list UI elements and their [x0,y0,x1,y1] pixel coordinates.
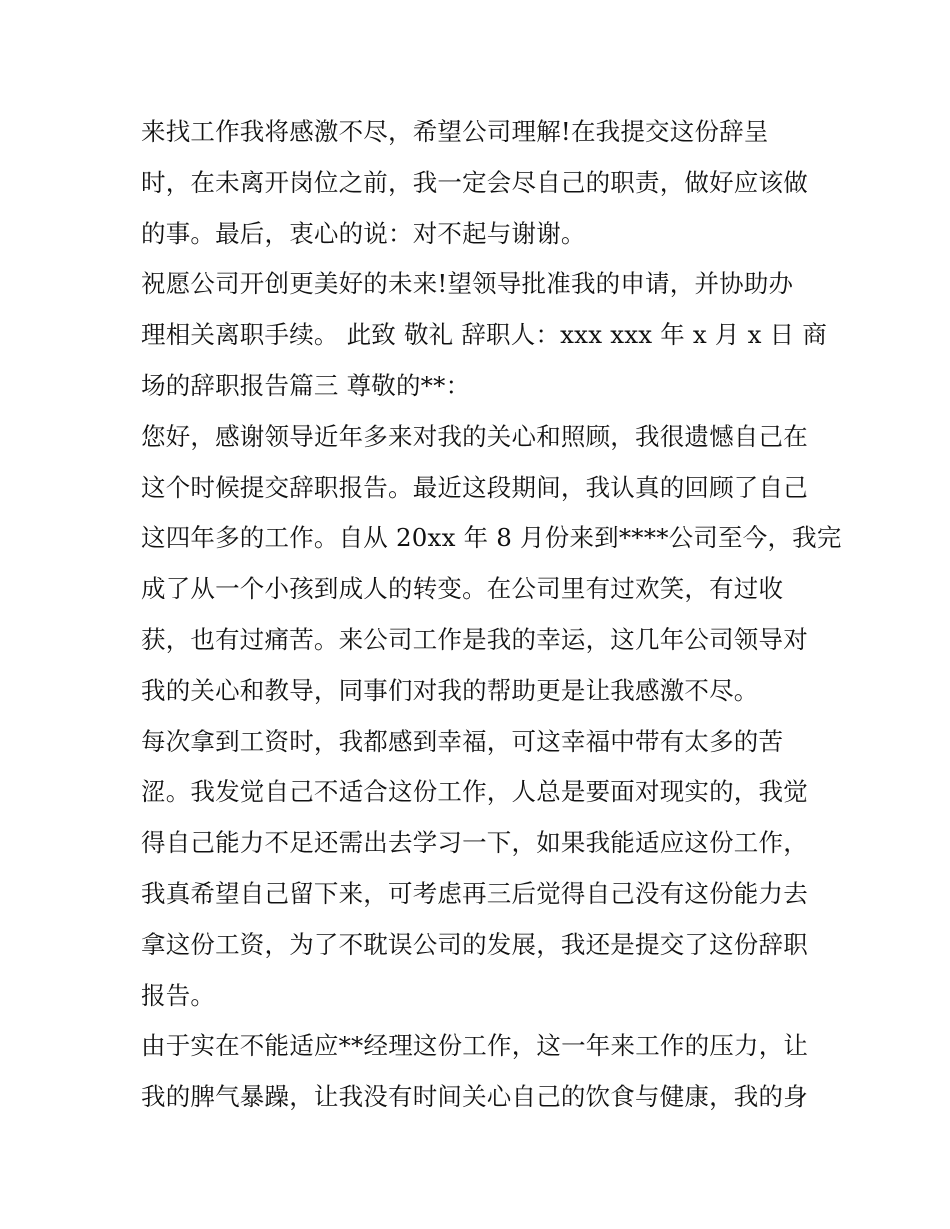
body-text [141,107,842,1123]
text-line: 祝愿公司开创更美好的未来!望领导批准我的申请，并协助办 [141,269,794,299]
text-line: 的事。最后，衷心的说：对不起与谢谢。 [141,218,586,248]
text-line: 成了从一个小孩到成人的转变。在公司里有过欢笑，有过收 [141,574,784,604]
text-line: 场的辞职报告篇三 尊敬的**： [141,370,471,400]
text-line: 获，也有过痛苦。来公司工作是我的幸运，这几年公司领导对 [141,624,808,654]
text-line: 来找工作我将感激不尽，希望公司理解!在我提交这份辞呈 [141,117,769,146]
text-line: 得自己能力不足还需出去学习一下，如果我能适应这份工作， [141,828,808,858]
text-line: 时，在未离开岗位之前，我一定会尽自己的职责，做好应该做 [141,167,808,197]
text-line: 您好，感谢领导近年多来对我的关心和照顾，我很遗憾自己在 [141,421,808,451]
text-line: 这个时候提交辞职报告。最近这段期间，我认真的回顾了自己 [141,472,808,502]
text-line: 我的关心和教导，同事们对我的帮助更是让我感激不尽。 [141,675,759,705]
text-line: 报告。 [141,980,216,1010]
text-line: 我的脾气暴躁，让我没有时间关心自己的饮食与健康，我的身 [141,1082,808,1112]
text-line: 理相关离职手续。 此致 敬礼 辞职人：xxx xxx 年 x 月 x 日 商 [141,320,828,350]
text-line: 由于实在不能适应**经理这份工作，这一年来工作的压力，让 [141,1031,809,1061]
text-line: 这四年多的工作。自从 20xx 年 8 月份来到****公司至今，我完 [141,523,842,553]
text-line: 我真希望自己留下来，可考虑再三后觉得自己没有这份能力去 [141,878,808,908]
text-line: 涩。我发觉自己不适合这份工作，人总是要面对现实的，我觉 [141,777,808,807]
text-line: 拿这份工资，为了不耽误公司的发展，我还是提交了这份辞职 [141,929,808,959]
text-line: 每次拿到工资时，我都感到幸福，可这幸福中带有太多的苦 [141,726,784,756]
